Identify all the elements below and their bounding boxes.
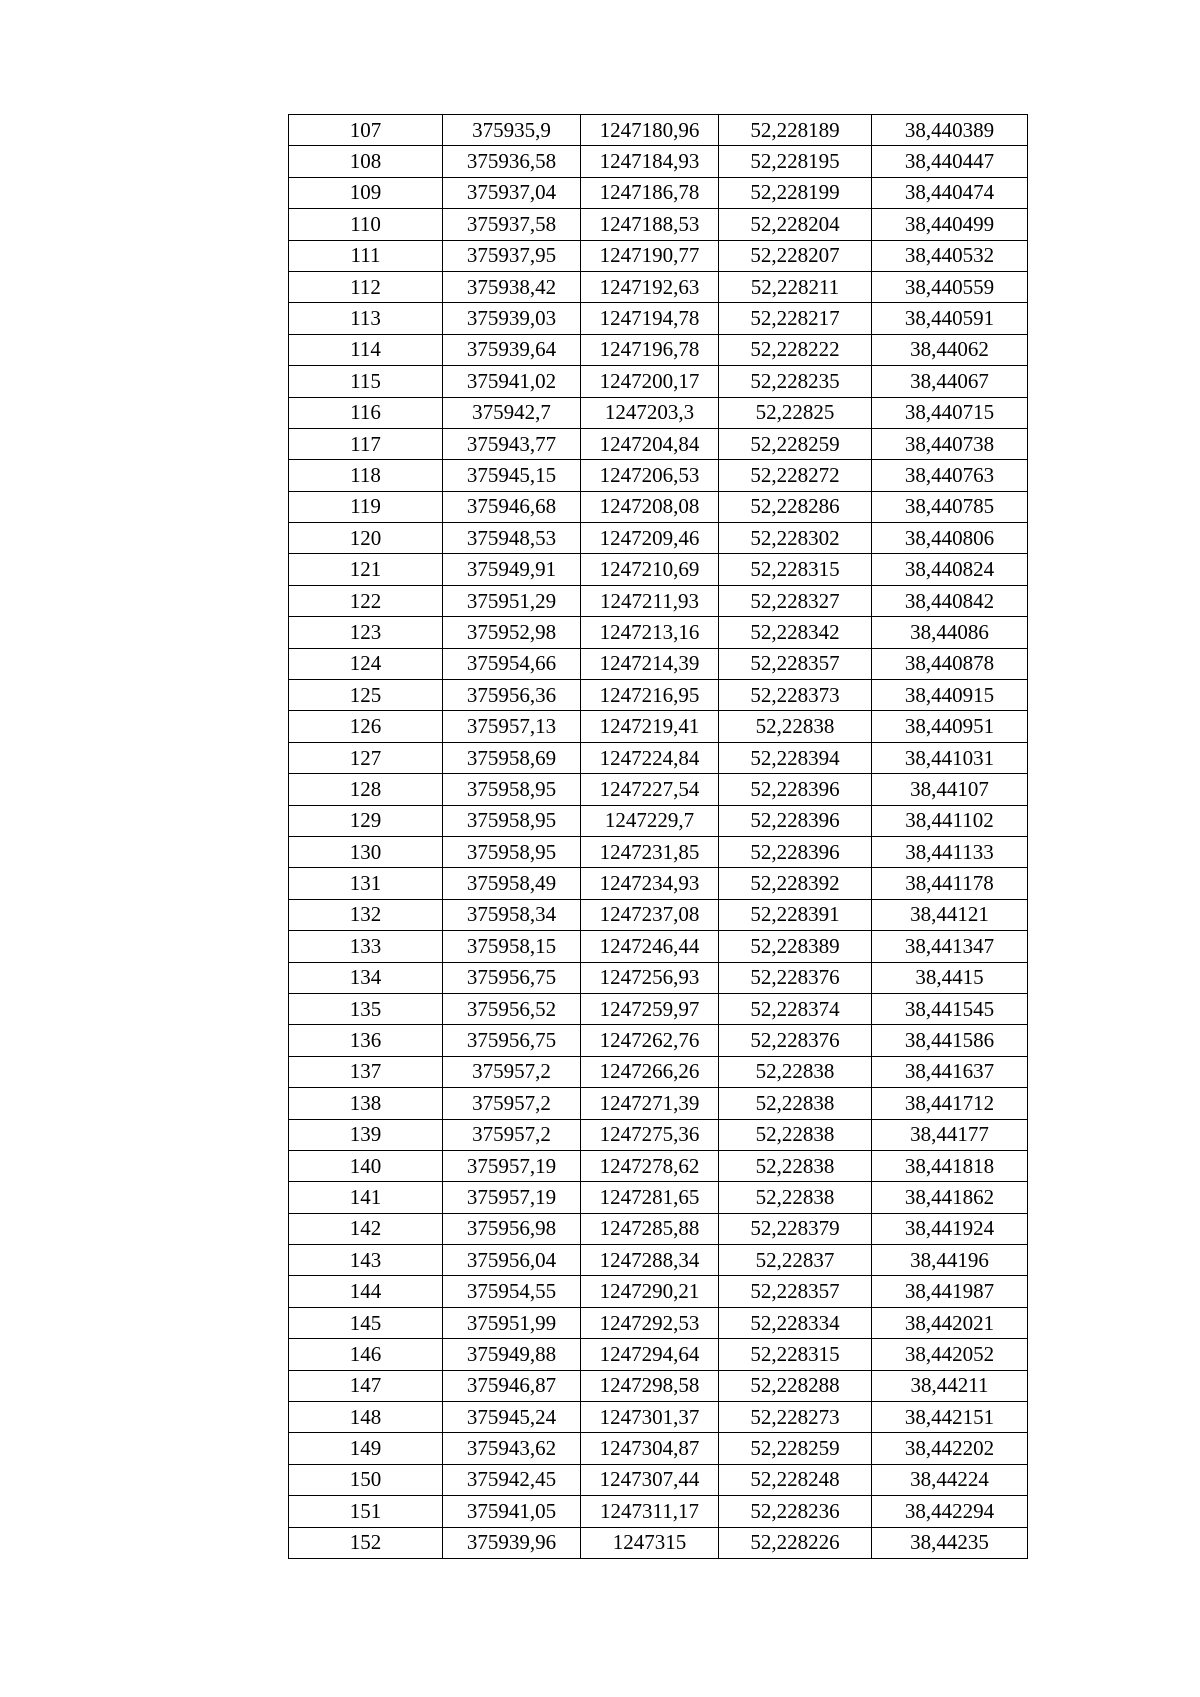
latitude-cell: 52,22838: [719, 711, 872, 742]
x-coordinate-cell: 375945,15: [443, 460, 581, 491]
latitude-cell: 52,228357: [719, 1276, 872, 1307]
table-row: [289, 1496, 1028, 1527]
x-coordinate-cell: 375952,98: [443, 617, 581, 648]
longitude-cell: 38,441133: [872, 836, 1028, 867]
x-coordinate-cell: 375954,55: [443, 1276, 581, 1307]
x-coordinate-cell: 375957,2: [443, 1088, 581, 1119]
longitude-cell: 38,441818: [872, 1150, 1028, 1181]
latitude-cell: 52,228222: [719, 334, 872, 365]
longitude-cell: 38,440763: [872, 460, 1028, 491]
y-coordinate-cell: 1247294,64: [581, 1339, 719, 1370]
point-number-cell: 111: [289, 240, 443, 271]
longitude-cell: 38,44067: [872, 366, 1028, 397]
table-row: [289, 271, 1028, 302]
table-row: [289, 1182, 1028, 1213]
y-coordinate-cell: 1247259,97: [581, 993, 719, 1024]
latitude-cell: 52,228226: [719, 1527, 872, 1558]
longitude-cell: 38,440532: [872, 240, 1028, 271]
x-coordinate-cell: 375956,75: [443, 962, 581, 993]
table-row: [289, 1213, 1028, 1244]
x-coordinate-cell: 375939,03: [443, 303, 581, 334]
y-coordinate-cell: 1247275,36: [581, 1119, 719, 1150]
point-number-cell: 134: [289, 962, 443, 993]
point-number-cell: 151: [289, 1496, 443, 1527]
point-number-cell: 136: [289, 1025, 443, 1056]
table-row: [289, 1276, 1028, 1307]
point-number-cell: 147: [289, 1370, 443, 1401]
latitude-cell: 52,228217: [719, 303, 872, 334]
y-coordinate-cell: 1247246,44: [581, 931, 719, 962]
latitude-cell: 52,228235: [719, 366, 872, 397]
latitude-cell: 52,228392: [719, 868, 872, 899]
table-row: [289, 617, 1028, 648]
table-row: [289, 1088, 1028, 1119]
latitude-cell: 52,228374: [719, 993, 872, 1024]
x-coordinate-cell: 375951,99: [443, 1307, 581, 1338]
x-coordinate-cell: 375957,2: [443, 1119, 581, 1150]
y-coordinate-cell: 1247285,88: [581, 1213, 719, 1244]
x-coordinate-cell: 375958,34: [443, 899, 581, 930]
longitude-cell: 38,442021: [872, 1307, 1028, 1338]
y-coordinate-cell: 1247301,37: [581, 1402, 719, 1433]
point-number-cell: 129: [289, 805, 443, 836]
table-row: [289, 836, 1028, 867]
y-coordinate-cell: 1247262,76: [581, 1025, 719, 1056]
point-number-cell: 144: [289, 1276, 443, 1307]
longitude-cell: 38,440559: [872, 271, 1028, 302]
x-coordinate-cell: 375942,7: [443, 397, 581, 428]
point-number-cell: 127: [289, 742, 443, 773]
y-coordinate-cell: 1247196,78: [581, 334, 719, 365]
y-coordinate-cell: 1247209,46: [581, 523, 719, 554]
point-number-cell: 114: [289, 334, 443, 365]
point-number-cell: 117: [289, 428, 443, 459]
latitude-cell: 52,228189: [719, 115, 872, 146]
y-coordinate-cell: 1247271,39: [581, 1088, 719, 1119]
latitude-cell: 52,228396: [719, 836, 872, 867]
longitude-cell: 38,441586: [872, 1025, 1028, 1056]
latitude-cell: 52,228288: [719, 1370, 872, 1401]
longitude-cell: 38,44177: [872, 1119, 1028, 1150]
longitude-cell: 38,440785: [872, 491, 1028, 522]
y-coordinate-cell: 1247208,08: [581, 491, 719, 522]
y-coordinate-cell: 1247206,53: [581, 460, 719, 491]
latitude-cell: 52,22838: [719, 1150, 872, 1181]
point-number-cell: 123: [289, 617, 443, 648]
longitude-cell: 38,441031: [872, 742, 1028, 773]
point-number-cell: 125: [289, 680, 443, 711]
longitude-cell: 38,441347: [872, 931, 1028, 962]
latitude-cell: 52,228396: [719, 774, 872, 805]
table-row: [289, 209, 1028, 240]
table-row: [289, 523, 1028, 554]
table-row: [289, 1307, 1028, 1338]
point-number-cell: 126: [289, 711, 443, 742]
table-row: [289, 774, 1028, 805]
longitude-cell: 38,440824: [872, 554, 1028, 585]
point-number-cell: 128: [289, 774, 443, 805]
latitude-cell: 52,228327: [719, 585, 872, 616]
table-row: [289, 240, 1028, 271]
latitude-cell: 52,228394: [719, 742, 872, 773]
point-number-cell: 149: [289, 1433, 443, 1464]
point-number-cell: 112: [289, 271, 443, 302]
longitude-cell: 38,440806: [872, 523, 1028, 554]
latitude-cell: 52,228357: [719, 648, 872, 679]
table-row: [289, 742, 1028, 773]
latitude-cell: 52,228376: [719, 1025, 872, 1056]
longitude-cell: 38,44121: [872, 899, 1028, 930]
table-row: [289, 962, 1028, 993]
point-number-cell: 119: [289, 491, 443, 522]
y-coordinate-cell: 1247180,96: [581, 115, 719, 146]
latitude-cell: 52,22838: [719, 1056, 872, 1087]
table-row: [289, 303, 1028, 334]
y-coordinate-cell: 1247210,69: [581, 554, 719, 585]
x-coordinate-cell: 375949,88: [443, 1339, 581, 1370]
point-number-cell: 113: [289, 303, 443, 334]
y-coordinate-cell: 1247219,41: [581, 711, 719, 742]
table-row: [289, 428, 1028, 459]
x-coordinate-cell: 375957,19: [443, 1182, 581, 1213]
y-coordinate-cell: 1247307,44: [581, 1464, 719, 1495]
point-number-cell: 137: [289, 1056, 443, 1087]
longitude-cell: 38,4415: [872, 962, 1028, 993]
table-row: [289, 177, 1028, 208]
latitude-cell: 52,228273: [719, 1402, 872, 1433]
y-coordinate-cell: 1247281,65: [581, 1182, 719, 1213]
table-row: [289, 1370, 1028, 1401]
longitude-cell: 38,440447: [872, 146, 1028, 177]
y-coordinate-cell: 1247190,77: [581, 240, 719, 271]
x-coordinate-cell: 375946,68: [443, 491, 581, 522]
point-number-cell: 135: [289, 993, 443, 1024]
y-coordinate-cell: 1247211,93: [581, 585, 719, 616]
longitude-cell: 38,440591: [872, 303, 1028, 334]
x-coordinate-cell: 375958,49: [443, 868, 581, 899]
point-number-cell: 143: [289, 1245, 443, 1276]
x-coordinate-cell: 375949,91: [443, 554, 581, 585]
point-number-cell: 150: [289, 1464, 443, 1495]
longitude-cell: 38,442052: [872, 1339, 1028, 1370]
x-coordinate-cell: 375954,66: [443, 648, 581, 679]
longitude-cell: 38,442294: [872, 1496, 1028, 1527]
longitude-cell: 38,441102: [872, 805, 1028, 836]
table-row: [289, 146, 1028, 177]
x-coordinate-cell: 375958,95: [443, 805, 581, 836]
table-row: [289, 1339, 1028, 1370]
table-row: [289, 397, 1028, 428]
coordinates-table-body: [289, 115, 1028, 1559]
latitude-cell: 52,228389: [719, 931, 872, 962]
longitude-cell: 38,441545: [872, 993, 1028, 1024]
table-row: [289, 1464, 1028, 1495]
y-coordinate-cell: 1247200,17: [581, 366, 719, 397]
longitude-cell: 38,44211: [872, 1370, 1028, 1401]
latitude-cell: 52,228379: [719, 1213, 872, 1244]
x-coordinate-cell: 375958,95: [443, 774, 581, 805]
latitude-cell: 52,228236: [719, 1496, 872, 1527]
table-row: [289, 899, 1028, 930]
latitude-cell: 52,228259: [719, 428, 872, 459]
x-coordinate-cell: 375958,69: [443, 742, 581, 773]
longitude-cell: 38,440878: [872, 648, 1028, 679]
y-coordinate-cell: 1247278,62: [581, 1150, 719, 1181]
x-coordinate-cell: 375937,58: [443, 209, 581, 240]
latitude-cell: 52,22825: [719, 397, 872, 428]
x-coordinate-cell: 375948,53: [443, 523, 581, 554]
latitude-cell: 52,22837: [719, 1245, 872, 1276]
table-row: [289, 585, 1028, 616]
longitude-cell: 38,44224: [872, 1464, 1028, 1495]
longitude-cell: 38,442151: [872, 1402, 1028, 1433]
longitude-cell: 38,44196: [872, 1245, 1028, 1276]
longitude-cell: 38,442202: [872, 1433, 1028, 1464]
table-row: [289, 554, 1028, 585]
x-coordinate-cell: 375956,75: [443, 1025, 581, 1056]
latitude-cell: 52,228315: [719, 554, 872, 585]
table-row: [289, 1527, 1028, 1558]
x-coordinate-cell: 375951,29: [443, 585, 581, 616]
latitude-cell: 52,22838: [719, 1119, 872, 1150]
y-coordinate-cell: 1247304,87: [581, 1433, 719, 1464]
point-number-cell: 116: [289, 397, 443, 428]
y-coordinate-cell: 1247227,54: [581, 774, 719, 805]
x-coordinate-cell: 375939,64: [443, 334, 581, 365]
longitude-cell: 38,441178: [872, 868, 1028, 899]
x-coordinate-cell: 375946,87: [443, 1370, 581, 1401]
latitude-cell: 52,228376: [719, 962, 872, 993]
point-number-cell: 138: [289, 1088, 443, 1119]
longitude-cell: 38,441987: [872, 1276, 1028, 1307]
longitude-cell: 38,440738: [872, 428, 1028, 459]
longitude-cell: 38,44086: [872, 617, 1028, 648]
table-row: [289, 1119, 1028, 1150]
x-coordinate-cell: 375937,95: [443, 240, 581, 271]
longitude-cell: 38,440389: [872, 115, 1028, 146]
table-row: [289, 711, 1028, 742]
y-coordinate-cell: 1247186,78: [581, 177, 719, 208]
y-coordinate-cell: 1247256,93: [581, 962, 719, 993]
point-number-cell: 110: [289, 209, 443, 240]
point-number-cell: 107: [289, 115, 443, 146]
coordinates-table: [288, 114, 1028, 1559]
table-row: [289, 931, 1028, 962]
latitude-cell: 52,228391: [719, 899, 872, 930]
table-row: [289, 334, 1028, 365]
longitude-cell: 38,44062: [872, 334, 1028, 365]
x-coordinate-cell: 375937,04: [443, 177, 581, 208]
latitude-cell: 52,228315: [719, 1339, 872, 1370]
y-coordinate-cell: 1247184,93: [581, 146, 719, 177]
y-coordinate-cell: 1247203,3: [581, 397, 719, 428]
point-number-cell: 133: [289, 931, 443, 962]
latitude-cell: 52,228207: [719, 240, 872, 271]
y-coordinate-cell: 1247214,39: [581, 648, 719, 679]
latitude-cell: 52,228211: [719, 271, 872, 302]
x-coordinate-cell: 375956,04: [443, 1245, 581, 1276]
longitude-cell: 38,440499: [872, 209, 1028, 240]
point-number-cell: 140: [289, 1150, 443, 1181]
y-coordinate-cell: 1247229,7: [581, 805, 719, 836]
point-number-cell: 146: [289, 1339, 443, 1370]
latitude-cell: 52,22838: [719, 1182, 872, 1213]
latitude-cell: 52,228302: [719, 523, 872, 554]
longitude-cell: 38,440915: [872, 680, 1028, 711]
table-row: [289, 680, 1028, 711]
point-number-cell: 132: [289, 899, 443, 930]
longitude-cell: 38,440715: [872, 397, 1028, 428]
x-coordinate-cell: 375942,45: [443, 1464, 581, 1495]
x-coordinate-cell: 375943,62: [443, 1433, 581, 1464]
latitude-cell: 52,228259: [719, 1433, 872, 1464]
x-coordinate-cell: 375941,05: [443, 1496, 581, 1527]
point-number-cell: 108: [289, 146, 443, 177]
latitude-cell: 52,228195: [719, 146, 872, 177]
point-number-cell: 142: [289, 1213, 443, 1244]
point-number-cell: 115: [289, 366, 443, 397]
latitude-cell: 52,228342: [719, 617, 872, 648]
table-row: [289, 1025, 1028, 1056]
y-coordinate-cell: 1247315: [581, 1527, 719, 1558]
x-coordinate-cell: 375956,36: [443, 680, 581, 711]
x-coordinate-cell: 375958,95: [443, 836, 581, 867]
x-coordinate-cell: 375956,52: [443, 993, 581, 1024]
longitude-cell: 38,441637: [872, 1056, 1028, 1087]
table-row: [289, 491, 1028, 522]
table-row: [289, 366, 1028, 397]
y-coordinate-cell: 1247290,21: [581, 1276, 719, 1307]
point-number-cell: 131: [289, 868, 443, 899]
x-coordinate-cell: 375943,77: [443, 428, 581, 459]
latitude-cell: 52,228204: [719, 209, 872, 240]
y-coordinate-cell: 1247204,84: [581, 428, 719, 459]
latitude-cell: 52,228272: [719, 460, 872, 491]
longitude-cell: 38,441712: [872, 1088, 1028, 1119]
point-number-cell: 124: [289, 648, 443, 679]
y-coordinate-cell: 1247224,84: [581, 742, 719, 773]
table-row: [289, 1402, 1028, 1433]
table-row: [289, 993, 1028, 1024]
x-coordinate-cell: 375941,02: [443, 366, 581, 397]
longitude-cell: 38,44235: [872, 1527, 1028, 1558]
x-coordinate-cell: 375957,19: [443, 1150, 581, 1181]
table-row: [289, 1245, 1028, 1276]
latitude-cell: 52,228373: [719, 680, 872, 711]
point-number-cell: 139: [289, 1119, 443, 1150]
point-number-cell: 130: [289, 836, 443, 867]
x-coordinate-cell: 375945,24: [443, 1402, 581, 1433]
latitude-cell: 52,228286: [719, 491, 872, 522]
latitude-cell: 52,228248: [719, 1464, 872, 1495]
point-number-cell: 118: [289, 460, 443, 491]
table-row: [289, 460, 1028, 491]
point-number-cell: 121: [289, 554, 443, 585]
table-row: [289, 1150, 1028, 1181]
point-number-cell: 109: [289, 177, 443, 208]
y-coordinate-cell: 1247213,16: [581, 617, 719, 648]
point-number-cell: 122: [289, 585, 443, 616]
y-coordinate-cell: 1247216,95: [581, 680, 719, 711]
y-coordinate-cell: 1247192,63: [581, 271, 719, 302]
x-coordinate-cell: 375936,58: [443, 146, 581, 177]
x-coordinate-cell: 375958,15: [443, 931, 581, 962]
point-number-cell: 141: [289, 1182, 443, 1213]
y-coordinate-cell: 1247288,34: [581, 1245, 719, 1276]
point-number-cell: 148: [289, 1402, 443, 1433]
longitude-cell: 38,441924: [872, 1213, 1028, 1244]
y-coordinate-cell: 1247237,08: [581, 899, 719, 930]
latitude-cell: 52,228396: [719, 805, 872, 836]
table-row: [289, 115, 1028, 146]
y-coordinate-cell: 1247194,78: [581, 303, 719, 334]
latitude-cell: 52,228334: [719, 1307, 872, 1338]
longitude-cell: 38,44107: [872, 774, 1028, 805]
point-number-cell: 145: [289, 1307, 443, 1338]
longitude-cell: 38,441862: [872, 1182, 1028, 1213]
table-row: [289, 648, 1028, 679]
x-coordinate-cell: 375938,42: [443, 271, 581, 302]
y-coordinate-cell: 1247231,85: [581, 836, 719, 867]
point-number-cell: 152: [289, 1527, 443, 1558]
table-row: [289, 1433, 1028, 1464]
table-row: [289, 805, 1028, 836]
x-coordinate-cell: 375957,13: [443, 711, 581, 742]
point-number-cell: 120: [289, 523, 443, 554]
y-coordinate-cell: 1247266,26: [581, 1056, 719, 1087]
y-coordinate-cell: 1247188,53: [581, 209, 719, 240]
longitude-cell: 38,440951: [872, 711, 1028, 742]
table-row: [289, 1056, 1028, 1087]
x-coordinate-cell: 375957,2: [443, 1056, 581, 1087]
longitude-cell: 38,440474: [872, 177, 1028, 208]
latitude-cell: 52,228199: [719, 177, 872, 208]
x-coordinate-cell: 375956,98: [443, 1213, 581, 1244]
table-row: [289, 868, 1028, 899]
y-coordinate-cell: 1247292,53: [581, 1307, 719, 1338]
y-coordinate-cell: 1247298,58: [581, 1370, 719, 1401]
x-coordinate-cell: 375939,96: [443, 1527, 581, 1558]
x-coordinate-cell: 375935,9: [443, 115, 581, 146]
y-coordinate-cell: 1247311,17: [581, 1496, 719, 1527]
longitude-cell: 38,440842: [872, 585, 1028, 616]
latitude-cell: 52,22838: [719, 1088, 872, 1119]
y-coordinate-cell: 1247234,93: [581, 868, 719, 899]
